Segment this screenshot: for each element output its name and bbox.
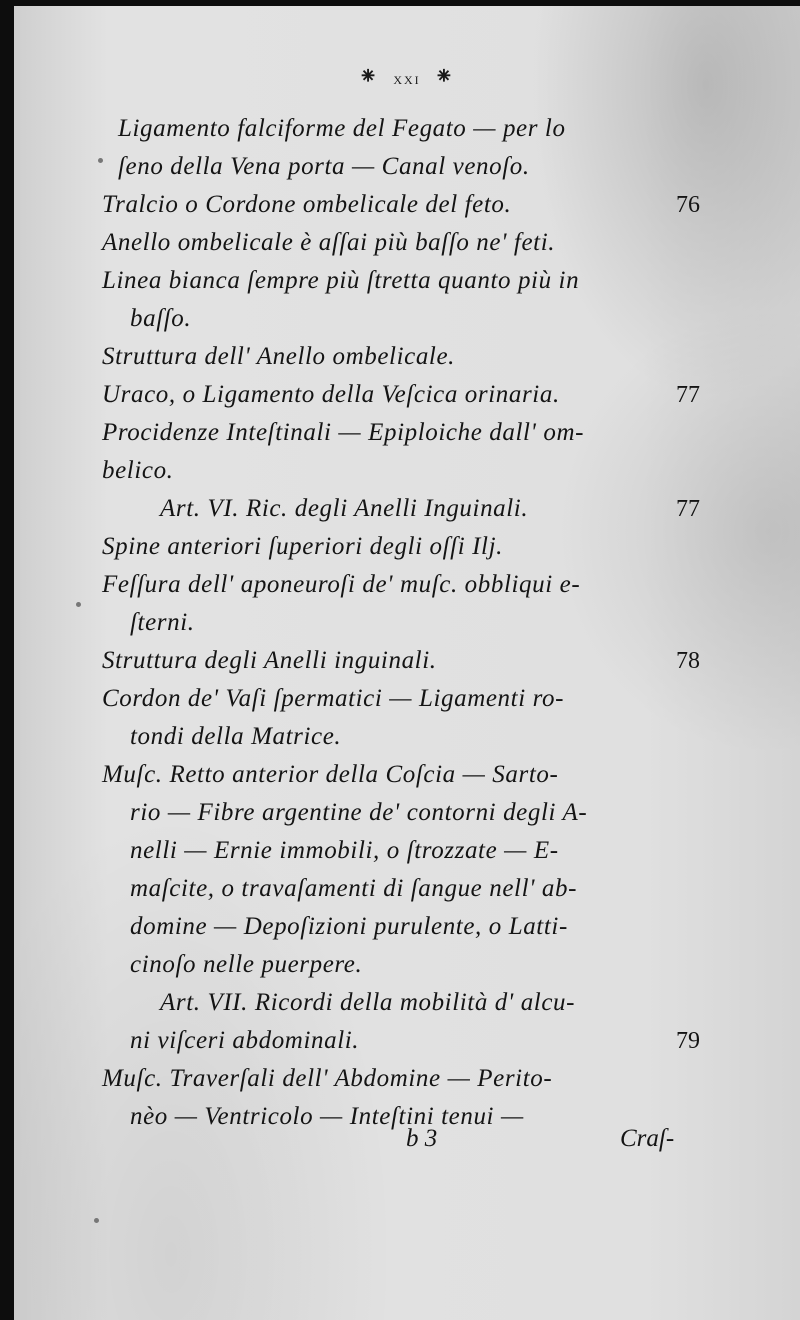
page-ref-78: 78 <box>676 648 700 674</box>
page-ref-76: 76 <box>676 192 700 218</box>
text-line-12: Spine anteriori ſuperiori degli oſſi Ilj. <box>102 533 503 560</box>
text-line-4: Anello ombelicale è aſſai più baſſo ne' feti. <box>102 229 556 256</box>
text-line-13: Feſſura dell' aponeuroſi de' muſc. obbliqui e- <box>102 571 581 598</box>
book-page <box>14 6 800 1320</box>
article-vi-heading: Art. VI. Ric. degli Anelli Inguinali. <box>160 495 529 522</box>
catchword: Craſ- <box>620 1125 675 1152</box>
paper-speck <box>76 602 81 607</box>
text-line-2: ſeno della Vena porta — Canal venoſo. <box>118 153 530 180</box>
text-line-8: Uraco, o Ligamento della Veſcica orinaria. <box>102 381 560 408</box>
page-ref-77-a: 77 <box>676 382 700 408</box>
text-line-5: Linea bianca ſempre più ſtretta quanto più in <box>102 267 580 294</box>
text-line-16: Cordon de' Vaſi ſpermatici — Ligamenti ro- <box>102 685 565 712</box>
left-ornament-icon: ⁕ <box>357 64 381 90</box>
page-header <box>14 62 800 91</box>
text-line-22: domine — Depoſizioni purulente, o Latti- <box>130 913 568 940</box>
text-line-14: ſterni. <box>130 609 195 636</box>
text-line-23: cinoſo nelle puerpere. <box>130 951 363 978</box>
text-line-19: rio — Fibre argentine de' contorni degli A- <box>130 799 588 826</box>
text-line-7: Struttura dell' Anello ombelicale. <box>102 343 456 370</box>
text-line-6: baſſo. <box>130 305 192 332</box>
text-line-25: ni viſceri abdominali. <box>130 1027 360 1054</box>
paper-speck <box>98 158 103 163</box>
article-vii-heading: Art. VII. Ricordi della mobilità d' alcu- <box>160 989 576 1016</box>
page-ref-77-b: 77 <box>676 496 700 522</box>
text-line-18: Muſc. Retto anterior della Coſcia — Sarto- <box>102 761 559 788</box>
signature-mark: b 3 <box>406 1125 438 1152</box>
text-line-3: Tralcio o Cordone ombelicale del feto. <box>102 191 512 218</box>
text-line-20: nelli — Ernie immobili, o ſtrozzate — E- <box>130 837 559 864</box>
text-line-26: Muſc. Traverſali dell' Abdomine — Perito- <box>102 1065 553 1092</box>
text-line-9: Procidenze Inteſtinali — Epiploiche dall' om- <box>102 419 585 446</box>
text-line-21: maſcite, o travaſamenti di ſangue nell' ab- <box>130 875 578 902</box>
paper-speck <box>94 1218 99 1223</box>
text-line-1: Ligamento falciforme del Fegato — per lo <box>118 115 566 142</box>
page-numeral: xxi <box>393 69 421 88</box>
text-line-27: nèo — Ventricolo — Inteſtini tenui — <box>130 1103 524 1130</box>
page-ref-79: 79 <box>676 1028 700 1054</box>
right-ornament-icon: ⁕ <box>433 64 457 90</box>
text-line-15: Struttura degli Anelli inguinali. <box>102 647 437 674</box>
text-line-17: tondi della Matrice. <box>130 723 342 750</box>
text-line-10: belico. <box>102 457 174 484</box>
